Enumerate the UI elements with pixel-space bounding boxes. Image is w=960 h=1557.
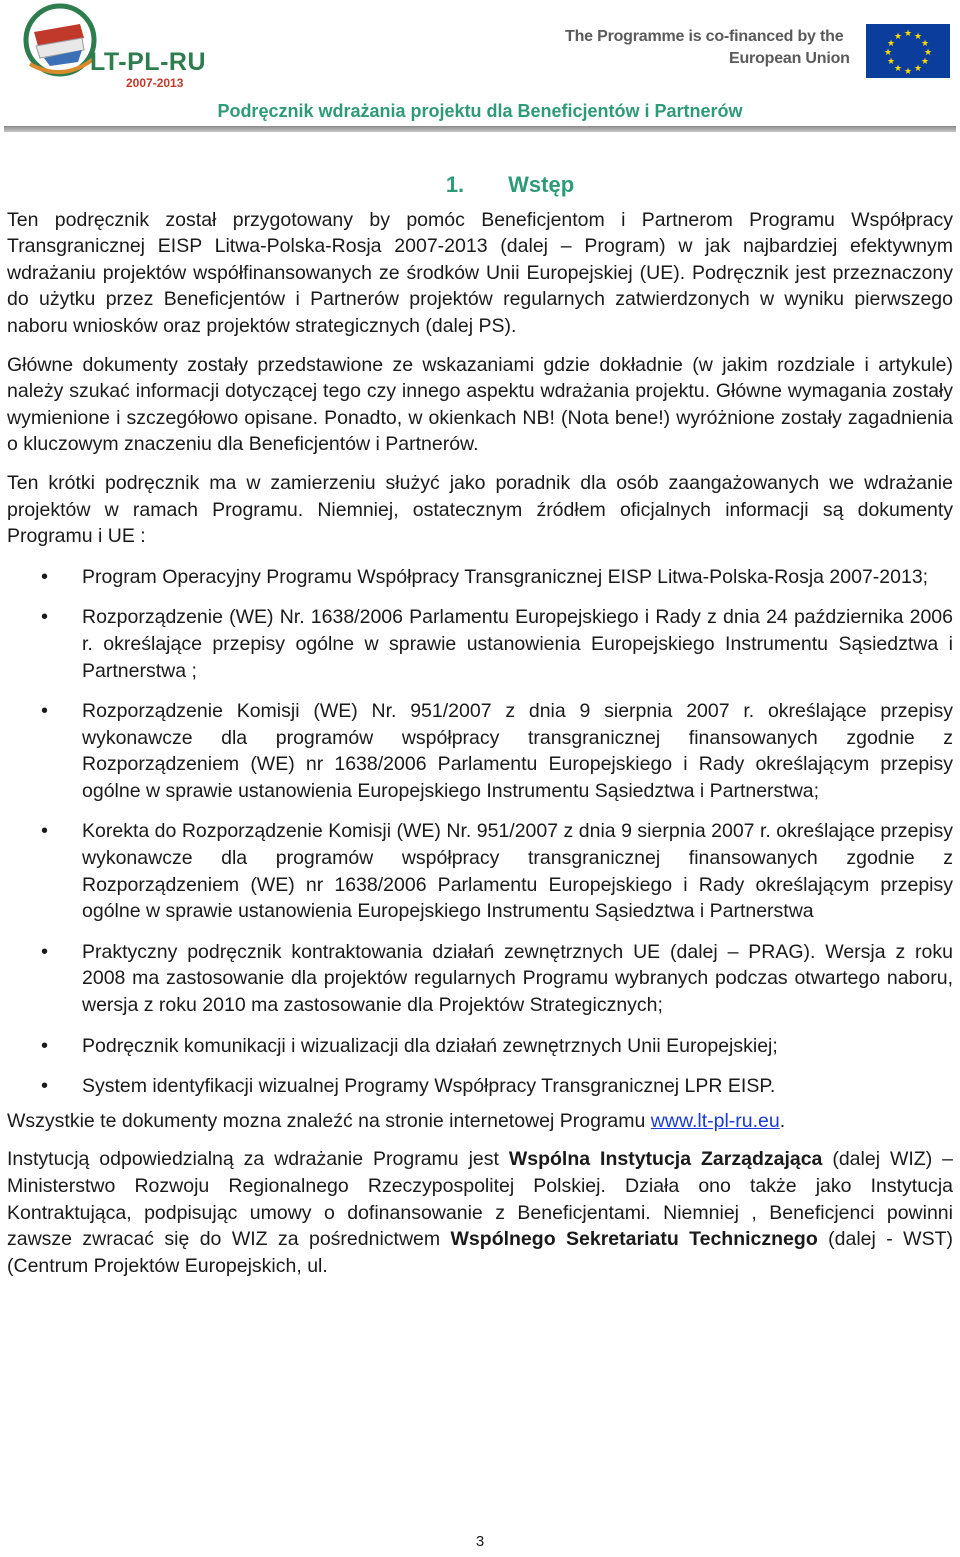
list-item: • Rozporządzenie Komisji (WE) Nr. 951/2007 z dnia 9 sierpnia 2007 r. określające przepisy wykonawcze dla programów współpracy transgranicznej finansowanych zgodnie z Rozporządzeniem (WE) nr 1638/2006 Parlamentu Europejskiego i Rady określającym przepisy ogólne w sprawie ustanowienia Europejskiego Instrumentu Sąsiedztwa i Partnerstwa; — [7, 698, 953, 804]
institution-paragraph — [7, 1146, 953, 1279]
svg-text:★: ★ — [883, 48, 893, 58]
section-heading — [7, 172, 953, 199]
list-item: • Program Operacyjny Programu Współpracy Transgranicznej EISP Litwa-Polska-Rosja 2007-2013; — [7, 564, 953, 591]
svg-text:★: ★ — [893, 32, 903, 42]
list-item: • Podręcznik komunikacji i wizualizacji dla działań zewnętrznych Unii Europejskiej; — [7, 1033, 953, 1060]
institution-text-2: (dalej WIZ) – Ministerstwo Rozwoju Regionalnego Rzeczypospolitej Polskiej. Działa ono także jako Instytucja Kontraktująca, podpisując umowy o dofinansowanie z Beneficjentami. Niemniej , Beneficjenci powinni zawsze zwracać się do WIZ za pośrednictwem — [7, 1148, 953, 1251]
list-item: • Korekta do Rozporządzenie Komisji (WE) Nr. 951/2007 z dnia 9 sierpnia 2007 r. określające przepisy wykonawcze dla programów współpracy transgranicznej finansowanych zgodnie z Rozporządzeniem (WE) nr 1638/2006 Parlamentu Europejskiego i Rady określającym przepisy ogólne w sprawie ustanowienia Europejskiego Instrumentu Sąsiedztwa i Partnerstwa — [7, 818, 953, 924]
svg-text:★: ★ — [913, 64, 923, 74]
svg-text:★: ★ — [923, 48, 933, 58]
cofinance-line-2: European Union — [729, 50, 850, 67]
intro-paragraph-2: Główne dokumenty zostały przedstawione ze wskazaniami gdzie dokładnie (w jakim rozdziale i artykule) należy szukać informacji dotyczącej tego czy innego aspektu wdrażania projektu. Główne wymagania zostały wymienione i szczegółowo opisane. Ponadto, w okienkach NB! (Nota bene!) wyróżnione zostały zagadnienia o kluczowym znaczeniu dla Beneficjentów i Partnerów. — [7, 353, 953, 456]
logo-years: 2007-2013 — [126, 76, 184, 90]
header-divider — [4, 126, 956, 132]
page-number: 3 — [475, 1533, 485, 1550]
svg-text:★: ★ — [903, 67, 913, 77]
website-paragraph — [7, 1108, 953, 1135]
section-number: 1. — [445, 172, 465, 197]
list-item: • Rozporządzenie (WE) Nr. 1638/2006 Parlamentu Europejskiego i Rady z dnia 24 października 2006 r. określające przepisy ogólne w sprawie ustanowienia Europejskiego Instrumentu Sąsiedztwa i Partnerstwa ; — [7, 604, 953, 684]
svg-text:★: ★ — [913, 32, 923, 42]
svg-text:★: ★ — [903, 29, 913, 39]
cofinance-line-1: The Programme is co-financed by the — [565, 28, 844, 45]
svg-text:★: ★ — [920, 57, 930, 67]
cofinance-statement — [565, 26, 855, 70]
eu-flag-icon — [866, 24, 950, 78]
svg-text:★: ★ — [886, 57, 896, 67]
svg-text:★: ★ — [893, 64, 903, 74]
intro-paragraph-3: Ten krótki podręcznik ma w zamierzeniu służyć jako poradnik dla osób zaangażowanych we wdrażanie projektów w ramach Programu. Niemniej, ostatecznym źródłem oficjalnych informacji są dokumenty Programu i UE : — [7, 471, 953, 548]
page-header — [0, 0, 960, 140]
page-content — [7, 172, 953, 1291]
intro-paragraph-1: Ten podręcznik został przygotowany by pomóc Beneficjentom i Partnerom Programu Współpracy Transgranicznej EISP Litwa-Polska-Rosja 2007-2013 (dalej – Program) w jak najbardziej efektywnym wdrażaniu projektów współfinansowanych ze środków Unii Europejskiej (UE). Podręcznik jest przeznaczony do użytku przez Beneficjentów i Partnerów projektów regularnych zatwierdzonych w wyniku pierwszego naboru wniosków oraz projektów strategicznych (dalej PS). — [7, 208, 953, 337]
logo-wordmark: LT-PL-RU — [90, 48, 207, 76]
website-text-end: . — [779, 1109, 786, 1132]
svg-text:★: ★ — [920, 39, 930, 49]
website-text: Wszystkie te dokumenty mozna znaleźć na stronie internetowej Programu — [7, 1109, 651, 1132]
section-title: Wstęp — [508, 172, 575, 197]
programme-logo — [22, 2, 212, 90]
list-item: • Praktyczny podręcznik kontraktowania działań zewnętrznych UE (dalej – PRAG). Wersja z roku 2008 ma zastosowanie dla projektów regularnych Programu wybranych podczas otwartego naboru, wersja z roku 2010 ma zastosowanie dla Projektów Strategicznych; — [7, 939, 953, 1019]
svg-text:★: ★ — [886, 39, 896, 49]
institution-text-1: Instytucją odpowiedzialną za wdrażanie Programu jest — [7, 1148, 509, 1171]
institution-text-3: (dalej - WST) (Centrum Projektów Europejskich, ul. — [7, 1228, 953, 1277]
list-item: • System identyfikacji wizualnej Programy Współpracy Transgranicznej LPR EISP. — [7, 1073, 953, 1100]
technical-secretariat-name: Wspólnego Sekretariatu Technicznego — [450, 1228, 818, 1251]
documents-list — [7, 564, 953, 1100]
managing-authority-name: Wspólna Instytucja Zarządzająca — [508, 1148, 823, 1171]
document-title: Podręcznik wdrażania projektu dla Beneficjentów i Partnerów — [217, 101, 743, 121]
programme-website-link[interactable]: www.lt-pl-ru.eu — [650, 1109, 780, 1132]
